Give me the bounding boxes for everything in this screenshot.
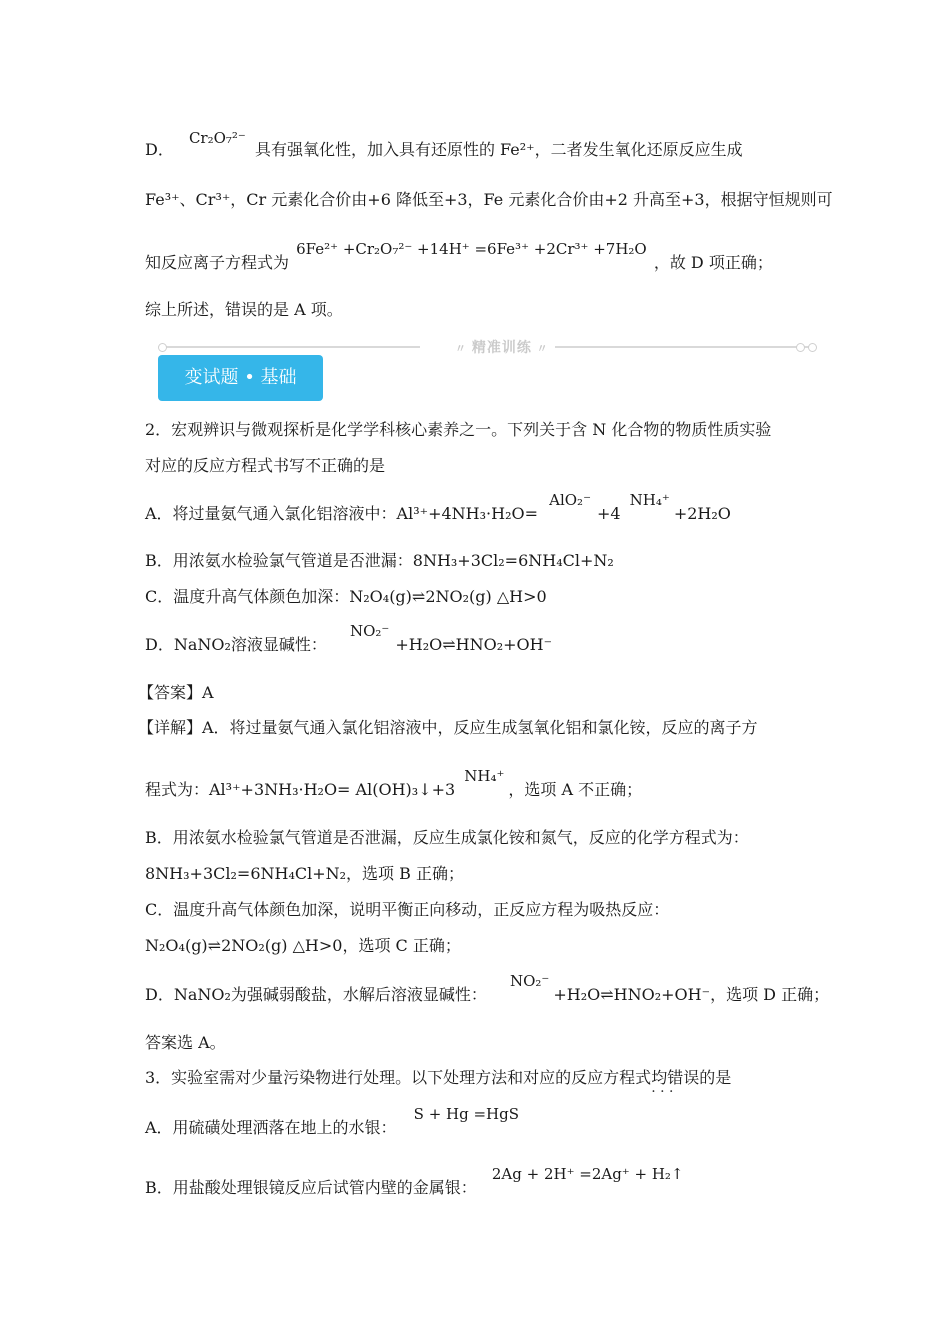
- q3-stem-prefix: 3．实验室需对少量污染物进行处理。以下处理方法和对应的反应方程式: [145, 1068, 652, 1087]
- q2-a-mid: +4: [596, 504, 621, 523]
- explanation-line-3: [145, 240, 773, 273]
- q2-d-suffix: +H₂O⇌HNO₂+OH⁻: [395, 635, 553, 654]
- explanation-c-line-1: C．温度升高气体颜色加深，说明平衡正向移动，正反应方程为吸热反应：: [145, 900, 670, 919]
- banner-left-dot: [158, 343, 167, 352]
- q2-a-suffix: +2H₂O: [673, 504, 731, 523]
- q3-b-text: B．用盐酸处理银镜反应后试管内壁的金属银：: [145, 1178, 477, 1197]
- banner-right-line: [555, 346, 810, 348]
- line3-prefix: 知反应离子方程式为: [145, 253, 290, 272]
- banner-left-line: [160, 346, 420, 348]
- exp7-suffix: +H₂O⇌HNO₂+OH⁻，选项 D 正确；: [553, 985, 830, 1004]
- explanation-a-line-1: 【详解】A．将过量氨气通入氯化铝溶液中，反应生成氢氧化铝和氯化铵，反应的离子方: [138, 718, 758, 737]
- option-d-text: 具有强氧化性，加入具有还原性的 Fe²⁺，二者发生氧化还原反应生成: [254, 140, 743, 159]
- banner-label: 〃 精准训练 〃: [455, 340, 549, 356]
- q2-a-prefix: A．将过量氨气通入氯化铝溶液中：Al³⁺+4NH₃·H₂O=: [145, 504, 539, 523]
- explanation-b-line-2: 8NH₃+3Cl₂=6NH₄Cl+N₂，选项 B 正确；: [145, 864, 464, 883]
- explanation-d-line: [145, 972, 830, 1005]
- option-d-label: D．: [145, 140, 174, 159]
- q2-option-c: C．温度升高气体颜色加深：N₂O₄(g)⇌2NO₂(g) △H>0: [145, 587, 547, 606]
- q3-option-b: [145, 1165, 687, 1198]
- explanation-option-d: [145, 129, 743, 160]
- q3-stem: [145, 1068, 731, 1088]
- exp2-prefix: 程式为：Al³⁺+3NH₃·H₂O= Al(OH)₃↓+3: [145, 780, 456, 799]
- q3-a-equation: S + Hg =HgS: [413, 1105, 520, 1123]
- q3-stem-emphasis: 均错误 · · ·: [651, 1068, 699, 1087]
- q2-stem-line-2: 对应的反应方程式书写不正确的是: [145, 456, 386, 475]
- q2-a-alo2: AlO₂⁻: [549, 491, 591, 509]
- explanation-line-2: Fe³⁺、Cr³⁺，Cr 元素化合价由+6 降低至+3，Fe 元素化合价由+2 升高至+3，根据守恒规则可: [145, 190, 833, 209]
- q2-stem-line-1: 2．宏观辨识与微观探析是化学学科核心素养之一。下列关于含 N 化合物的物质性质实验: [145, 420, 772, 439]
- banner-right-dot-1: [796, 343, 805, 352]
- exp7-prefix: D．NaNO₂为强碱弱酸盐，水解后溶液显碱性：: [145, 985, 487, 1004]
- answer-line: 【答案】A: [138, 683, 214, 702]
- explanation-a-line-2: [145, 767, 643, 800]
- banner-right-dot-2: [808, 343, 817, 352]
- q2-d-no2: NO₂⁻: [350, 622, 390, 640]
- q2-option-d: [145, 622, 553, 655]
- exp2-suffix: ，选项 A 不正确；: [508, 780, 643, 799]
- exp7-no2: NO₂⁻: [510, 972, 550, 990]
- cr2o7-species: Cr₂O₇²⁻: [188, 129, 246, 147]
- q3-option-a: [145, 1105, 523, 1138]
- section-tag: 变试题 • 基础: [158, 355, 323, 401]
- q2-a-nh4: NH₄⁺: [629, 491, 670, 509]
- q3-stem-suffix: 的是: [699, 1068, 732, 1087]
- dichromate-equation: 6Fe²⁺ +Cr₂O₇²⁻ +14H⁺ =6Fe³⁺ +2Cr³⁺ +7H₂O: [296, 240, 647, 258]
- q3-b-equation: 2Ag + 2H⁺ =2Ag⁺ + H₂↑: [491, 1165, 684, 1183]
- q2-option-a: [145, 491, 731, 524]
- q2-option-b: B．用浓氨水检验氯气管道是否泄漏：8NH₃+3Cl₂=6NH₄Cl+N₂: [145, 551, 614, 570]
- explanation-b-line-1: B．用浓氨水检验氯气管道是否泄漏，反应生成氯化铵和氮气，反应的化学方程式为：: [145, 828, 749, 847]
- exp2-nh4: NH₄⁺: [464, 767, 505, 785]
- q3-a-text: A．用硫磺处理洒落在地上的水银：: [145, 1118, 397, 1137]
- explanation-summary: 综上所述，错误的是 A 项。: [145, 300, 343, 319]
- q2-d-prefix: D．NaNO₂溶液显碱性：: [145, 635, 327, 654]
- line3-suffix: ，故 D 项正确；: [653, 253, 773, 272]
- explanation-c-line-2: N₂O₄(g)⇌2NO₂(g) △H>0，选项 C 正确；: [145, 936, 461, 955]
- final-answer-line: 答案选 A。: [145, 1033, 226, 1052]
